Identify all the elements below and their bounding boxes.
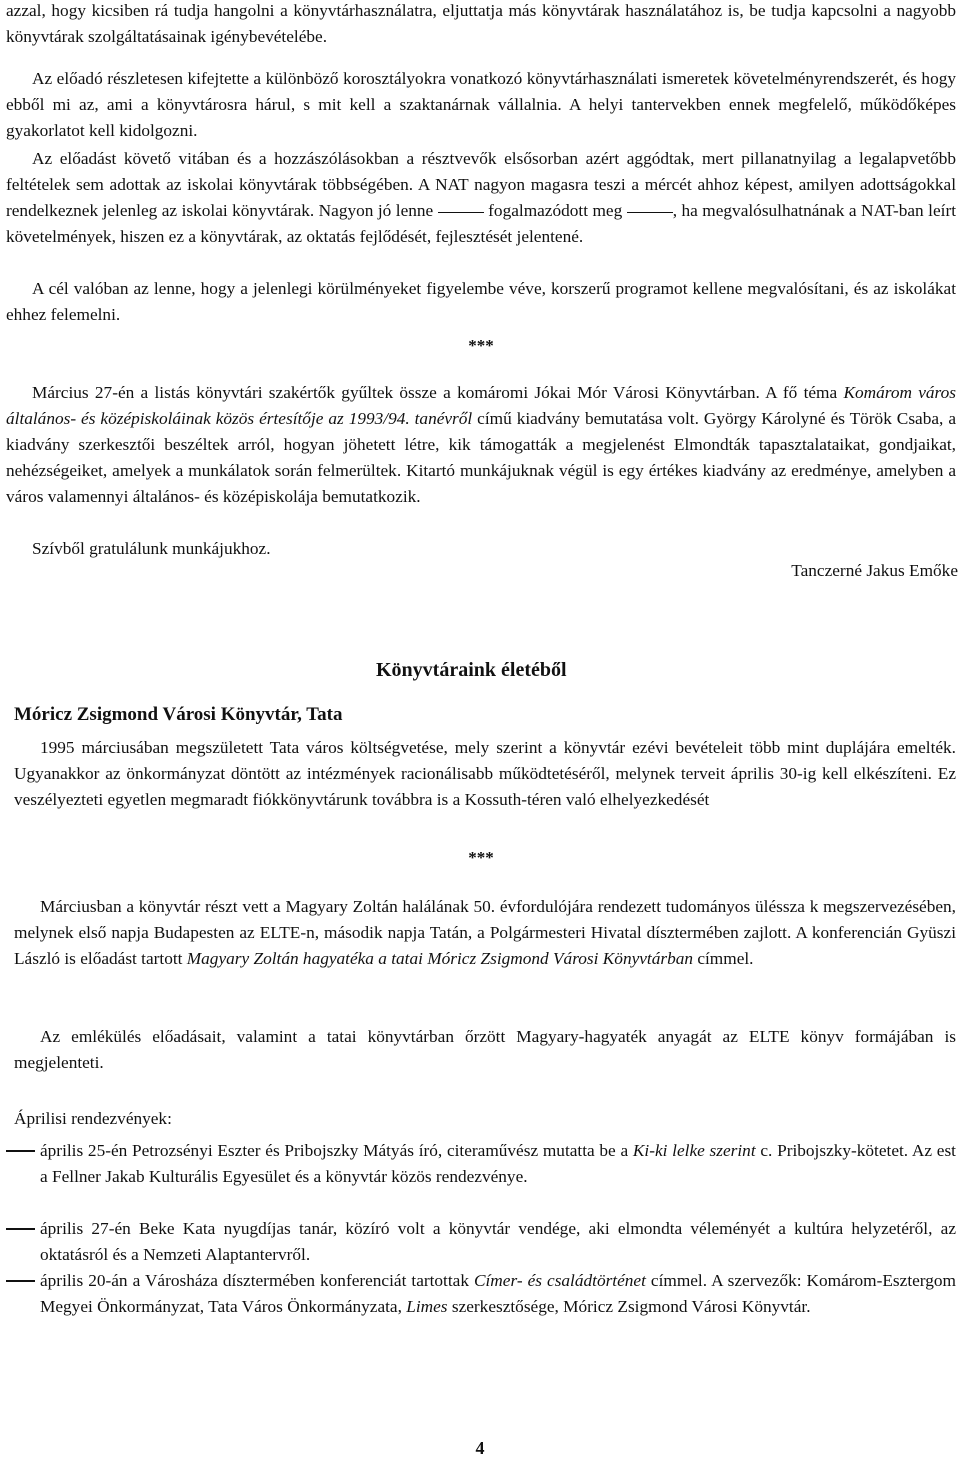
event-book-title: Ki-ki lelke szerint [632, 1141, 756, 1160]
event-item [6, 1216, 956, 1268]
event-text-2: c. Pribojszky-kötetet. Az est a Fellner Jakab Kulturális Egyesület és a könyvtár közös rendezvénye. [40, 1141, 956, 1186]
march-text-1: Március 27-én a listás könyvtári szakértők gyűltek össze a komáromi Jókai Mór Városi Könyvtárban. A fő téma [32, 383, 844, 402]
em-dash-1 [438, 212, 484, 213]
debate-text-2: fogalmazódott meg [483, 201, 627, 220]
dash-bullet [6, 1150, 35, 1152]
separator-asterisks-2: *** [468, 848, 494, 867]
paragraph-congrats: Szívből gratulálunk munkájukhoz. [32, 539, 271, 558]
debate-text-1: Az előadást követő vitában és a hozzászólásokban a résztvevők elsősorban azért aggódtak, mert pillanatnyilag a legalapvetőbb feltételek sem adottak az iskolai könyvtárak többségében. A NAT nagyon magasra teszi a mércét ahhoz képest, amilyen adottságokkal rendelkeznek jelenleg az iskolai könyvtárak. Nagyon jó lenne [6, 149, 956, 220]
events-heading: Áprilisi rendezvények: [14, 1109, 172, 1128]
event-journal-title: Limes [406, 1297, 448, 1316]
paragraph-budget: 1995 márciusában megszületett Tata város költségvetése, mely szerint a könyvtár ezévi bevételeit több mint duplájára emelték. Ugyanakkor az önkormányzat döntött az intézmények racionálisabb működtetéséről, melynek terveit április 30-ig kell elkészíteni. Ez veszélyezteti egyetlen megmaradt fiókkönyvtárunk továbbra is a Kossuth-téren való elhelyezkedését [14, 738, 956, 809]
paragraph-intro: azzal, hogy kicsiben rá tudja hangolni a könyvtárhasználatra, eljuttatja más könyvtárak használatához is, be tudja kapcsolni a nagyobb könyvtárak szolgáltatásainak igénybevételébe. [6, 1, 956, 46]
event-text-3: szerkesztősége, Móricz Zsigmond Városi Könyvtár. [447, 1297, 811, 1316]
library-title: Móricz Zsigmond Városi Könyvtár, Tata [14, 704, 343, 725]
section-title: Könyvtáraink életéből [376, 659, 567, 681]
paragraph-debate [6, 146, 956, 250]
paragraph-goal: A cél valóban az lenne, hogy a jelenlegi körülményeket figyelembe véve, korszerű programot kellene megvalósítani, és az iskolákat ehhez felemelni. [6, 279, 956, 324]
dash-bullet [6, 1228, 35, 1230]
march-text-2: című kiadvány bemutatása volt. György Károlyné és Török Csaba, a kiadvány szerkesztői beszéltek arról, hogyan jöhetett létre, kik támogatták a megjelenést Elmondták tapasztalataikat, gondjaikat, nehézségeiket, amelyek a munkálatok során felmerültek. Kitartó munkájuknak végül is egy értékes kiadvány az eredménye, amelyben a város valamennyi általános- és középiskolája bemutatkozik. [6, 409, 956, 506]
march-publication-title: Komárom város általános- és középiskoláinak közös értesítője az 1993/94. tanévről [6, 383, 957, 428]
paragraph-proceedings: Az emlékülés előadásait, valamint a tatai könyvtárban őrzött Magyary-hagyaték anyagát az ELTE könyv formájában is megjelenteti. [14, 1027, 956, 1072]
magyary-lecture-title: Magyary Zoltán hagyatéka a tatai Móricz Zsigmond Városi Könyvtárban [186, 949, 694, 968]
event-conference-title: Címer- és családtörténet [473, 1271, 646, 1290]
event-text: április 27-én Beke Kata nyugdíjas tanár, közíró volt a könyvtár vendége, aki elmondta véleményét a kultúra helyzetéről, az oktatásról és a Nemzeti Alaptantervről. [40, 1219, 956, 1264]
event-item [6, 1138, 956, 1190]
debate-text-3: , ha megvalósulhatnának a NAT-ban leírt követelmények, hiszen ez a könyvtárak, az oktatás fejlődését, fejlesztését jelentené. [6, 201, 957, 246]
paragraph-presenter: Az előadó részletesen kifejtette a különböző korosztályokra vonatkozó könyvtárhasználati ismeretek követelményrendszerét, és hogy ebből mi az, ami a könyvtárosra hárul, s mit kell a szaktanárnak vállalnia. A helyi tantervekben ennek megfelelő, működőképes gyakorlatot kell kidolgozni. [6, 69, 956, 140]
event-text-1: április 25-én Petrozsényi Eszter és Pribojszky Mátyás író, citeraművész mutatta be a [40, 1141, 633, 1160]
event-text-1: április 20-án a Városháza dísztermében konferenciát tartottak [40, 1271, 474, 1290]
magyary-text-2: címmel. [693, 949, 754, 968]
author-signature: Tanczerné Jakus Emőke [791, 561, 958, 580]
em-dash-2 [627, 212, 673, 213]
magyary-text-1: Márciusban a könyvtár részt vett a Magyary Zoltán halálának 50. évfordulójára rendezett tudományos üléssza k megszervezésében, melynek első napja Budapesten az ELTE-n, második napja Tatán, a Polgármesteri Hivatal dísztermében zajlott. A konferencián Gyüszi László is előadást tartott [14, 897, 956, 968]
event-text-2: címmel. A szervezők: Komárom-Esztergom Megyei Önkormányzat, Tata Város Önkormányzata, [40, 1271, 956, 1316]
page-number: 4 [475, 1438, 485, 1458]
event-item [6, 1268, 956, 1320]
paragraph-march-meeting [6, 380, 956, 510]
separator-asterisks: *** [468, 336, 494, 355]
dash-bullet [6, 1280, 35, 1282]
paragraph-magyary [14, 894, 956, 972]
